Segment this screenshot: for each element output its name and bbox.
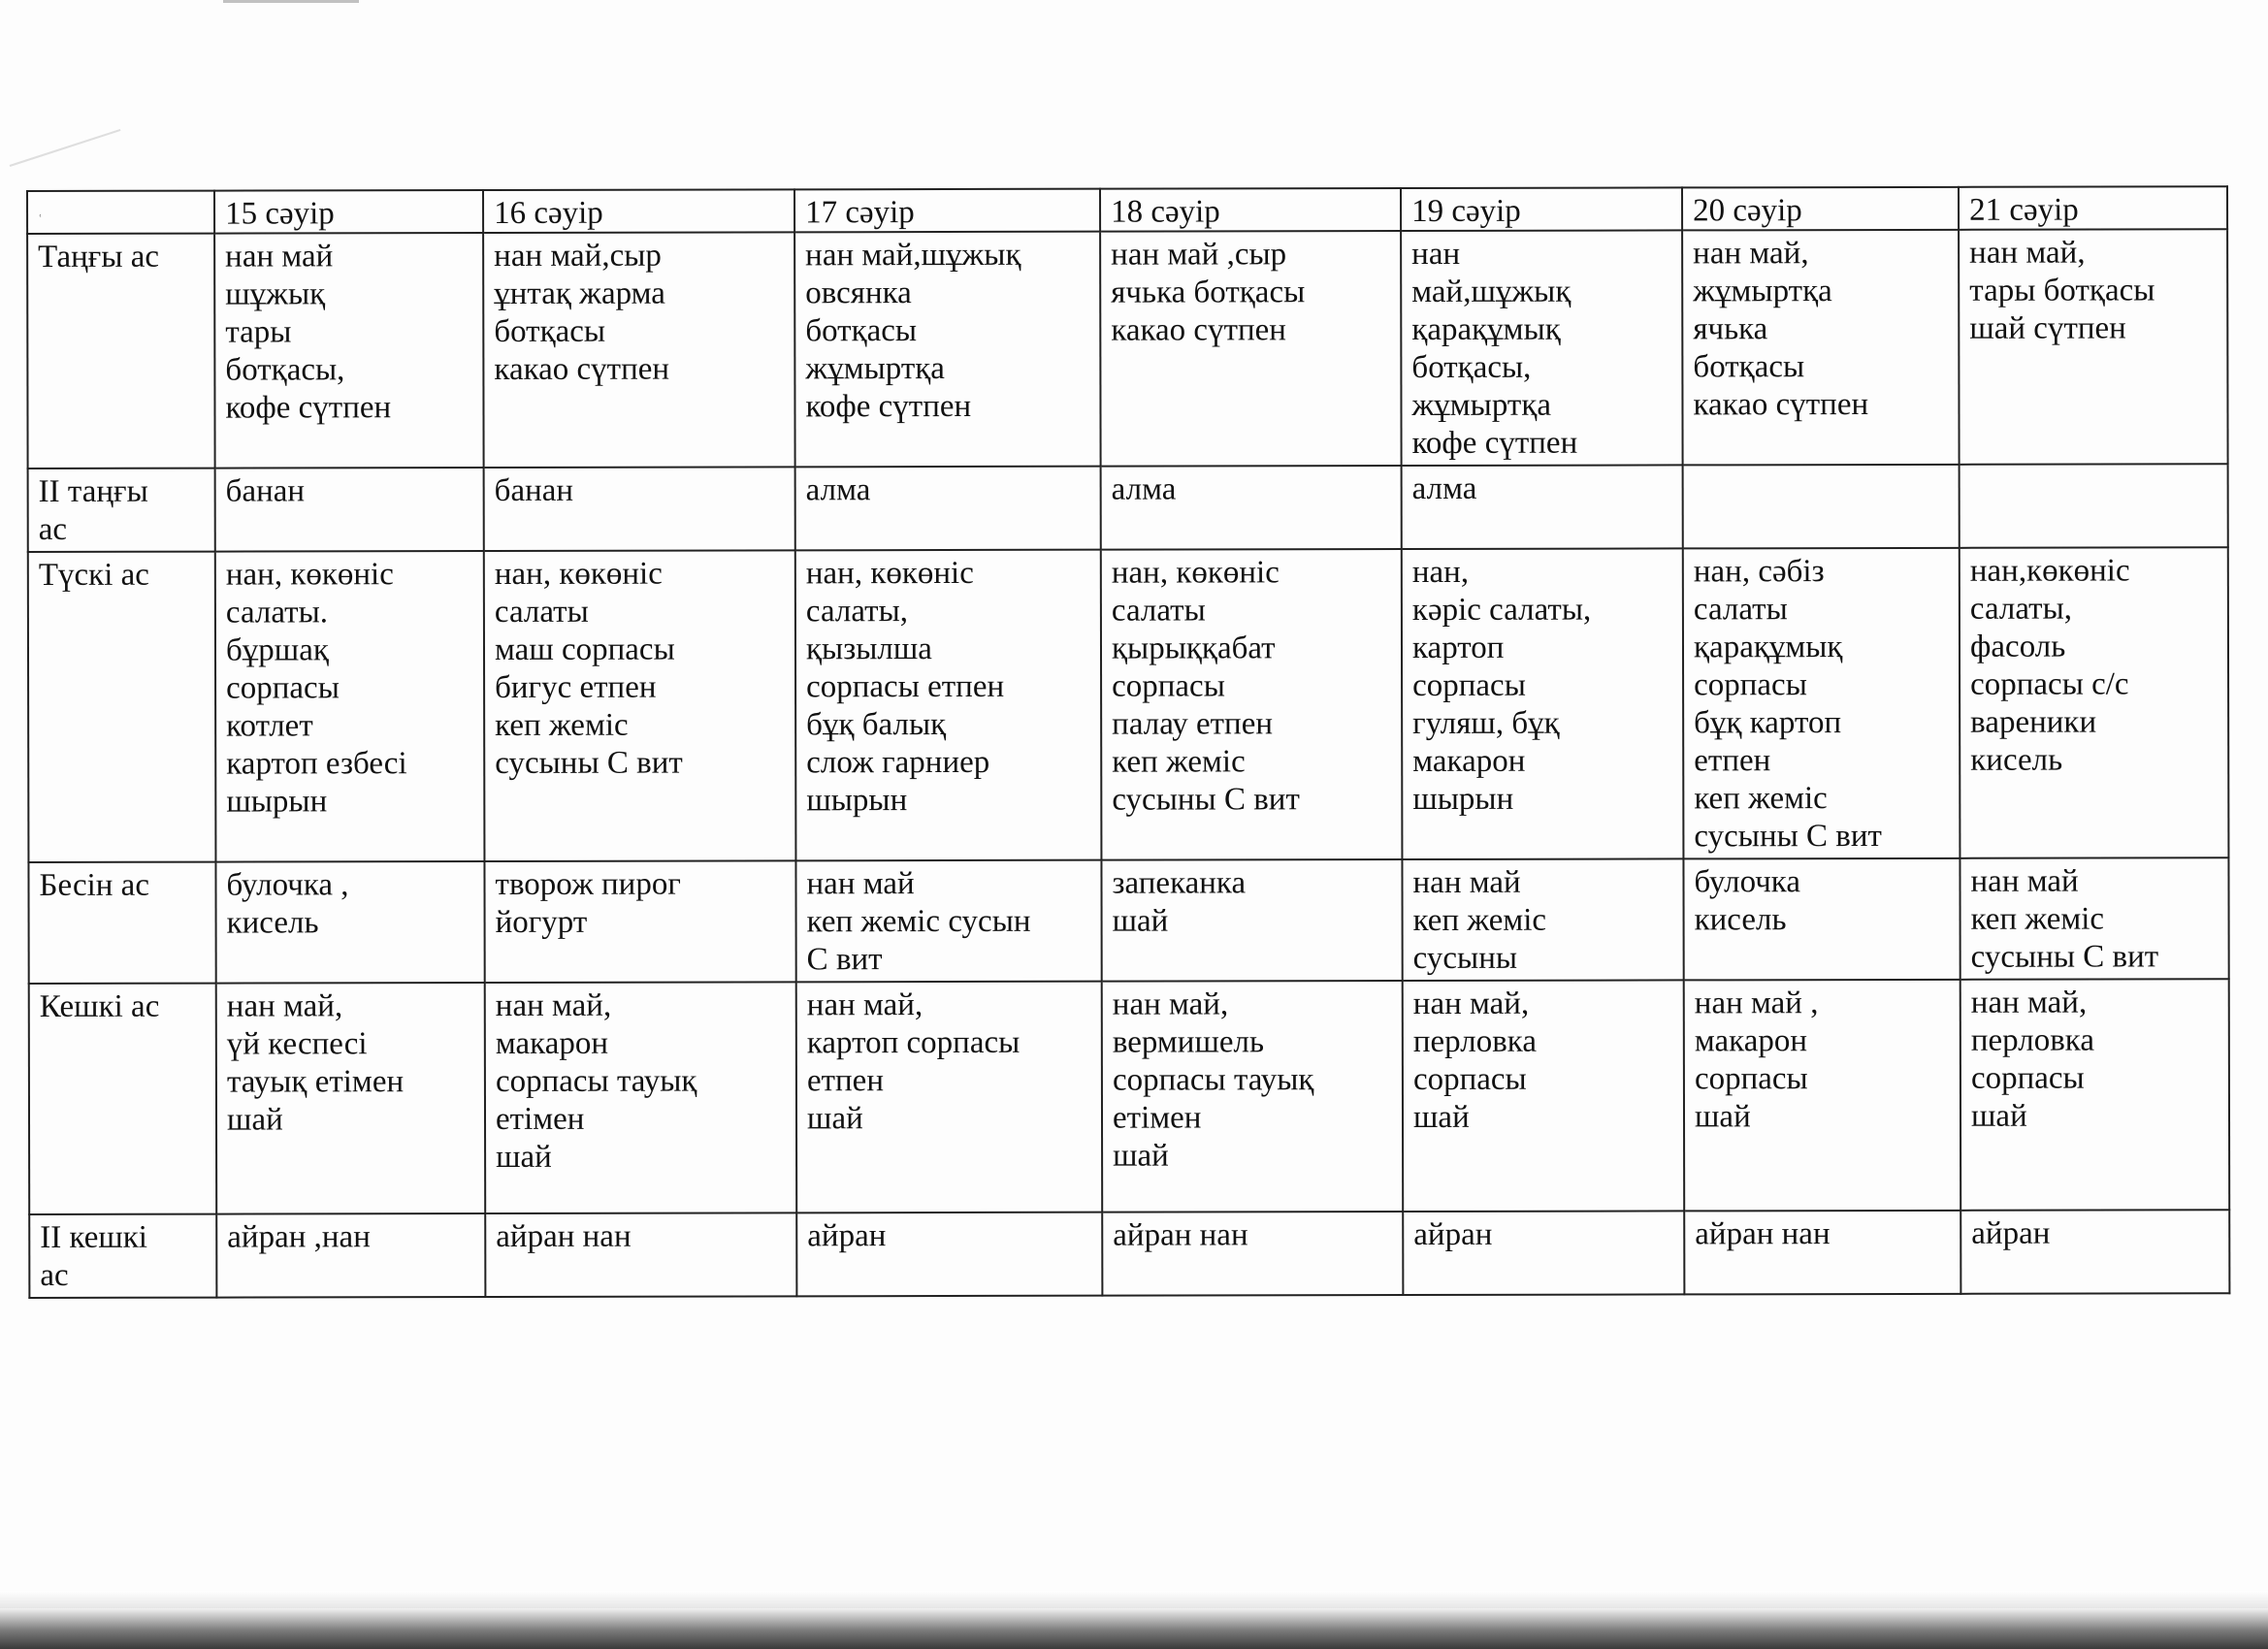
menu-cell: нан, кәріс салаты, картоп сорпасы гуляш, бұқ макарон шырын (1402, 548, 1684, 859)
menu-cell: булочка , кисель (215, 861, 484, 984)
menu-cell: айран нан (485, 1212, 796, 1297)
scan-artifact-bottom-shadow (0, 1608, 2268, 1649)
menu-cell: нан май,шұжық овсянка ботқасы жұмыртқа кофе сүтпен (794, 232, 1101, 468)
menu-cell: айран ,нан (216, 1213, 485, 1298)
menu-cell: нан май, картоп сорпасы етпен шай (796, 982, 1102, 1213)
menu-cell: айран (1960, 1210, 2229, 1294)
menu-cell: алма (795, 467, 1101, 551)
corner-cell (27, 191, 214, 234)
menu-cell: запеканка шай (1101, 859, 1402, 982)
meal-row-lunch (28, 547, 2229, 862)
menu-cell: творож пирог йогурт (484, 860, 795, 983)
scan-artifact-top (223, 0, 359, 3)
weekly-menu-table (26, 185, 2230, 1299)
menu-cell: нан май кеп жеміс сусыны (1402, 858, 1683, 981)
menu-cell: нан май, вермишель сорпасы тауық етімен шай (1102, 981, 1403, 1212)
meal-label: Түскі ас (28, 552, 216, 862)
menu-cell: нан май, жұмыртқа ячька ботқасы какао сүтпен (1682, 230, 1960, 466)
menu-cell: нан, сәбіз салаты қарақұмық сорпасы бұқ картоп етпен кеп жеміс сусыны С вит (1683, 548, 1960, 859)
meal-row-second-breakfast (28, 464, 2228, 552)
menu-cell: нан, көкөніс салаты маш сорпасы бигус етпен кеп жеміс сусыны С вит (484, 550, 796, 861)
meal-row-second-dinner (29, 1210, 2229, 1298)
menu-cell: нан май, перловка сорпасы шай (1403, 980, 1684, 1212)
menu-cell (1683, 465, 1960, 549)
menu-cell: айран (796, 1212, 1102, 1297)
day-header: 21 сәуір (1959, 186, 2227, 230)
menu-cell: айран (1403, 1211, 1684, 1295)
day-header: 19 сәуір (1401, 187, 1682, 231)
day-header: 17 сәуір (794, 189, 1100, 233)
menu-cell: нан,көкөніс салаты, фасоль сорпасы с/с вареники кисель (1960, 547, 2229, 858)
menu-cell: алма (1402, 465, 1683, 549)
menu-cell: нан май кеп жеміс сусыны С вит (1960, 857, 2228, 980)
menu-cell: нан май, үй кеспесі тауық етімен шай (216, 983, 485, 1214)
menu-cell: алма (1101, 466, 1402, 550)
menu-cell: нан, көкөніс салаты, қызылша сорпасы етпен бұқ балық слож гарниер шырын (795, 550, 1102, 861)
menu-cell: айран нан (1684, 1211, 1960, 1295)
meal-row-dinner (29, 979, 2229, 1214)
meal-label: Таңғы ас (27, 234, 215, 469)
meal-label: ІІ таңғы ас (28, 469, 215, 552)
menu-cell: нан май, перловка сорпасы шай (1960, 979, 2229, 1211)
menu-cell: айран нан (1102, 1212, 1403, 1296)
menu-cell: банан (215, 468, 484, 552)
menu-cell: нан май шұжық тары ботқасы, кофе сүтпен (214, 233, 484, 469)
menu-cell (1960, 464, 2228, 548)
menu-cell: нан май,сыр ұнтақ жарма ботқасы какао сүтпен (483, 232, 795, 468)
menu-cell: нан май , макарон сорпасы шай (1684, 980, 1960, 1212)
menu-cell: нан май, макарон сорпасы тауық етімен шай (485, 982, 796, 1213)
meal-label: Бесін ас (28, 862, 215, 984)
scan-artifact-bottom-fade (0, 1591, 2268, 1608)
scan-artifact-edge (10, 129, 121, 167)
day-header: 16 сәуір (483, 189, 794, 233)
meal-row-afternoon-snack (28, 857, 2228, 984)
menu-cell: нан, көкөніс салаты қырыққабат сорпасы палау етпен кеп жеміс сусыны С вит (1101, 549, 1403, 860)
meal-label: Кешкі ас (29, 984, 216, 1214)
day-header: 15 сәуір (214, 190, 483, 234)
menu-cell: нан май, тары ботқасы шай сүтпен (1959, 229, 2228, 465)
meal-label: ІІ кешкі ас (29, 1214, 216, 1298)
corner-mark: ʿ (38, 212, 43, 228)
meal-row-breakfast (27, 229, 2228, 469)
menu-cell: нан май,шұжық қарақұмық ботқасы, жұмыртқа кофе сүтпен (1401, 230, 1683, 466)
menu-cell: банан (484, 467, 795, 551)
menu-cell: нан май кеп жеміс сусын С вит (795, 860, 1101, 983)
menu-cell: булочка кисель (1683, 858, 1960, 981)
day-header: 18 сәуір (1100, 188, 1401, 232)
menu-cell: нан, көкөніс салаты. бұршақ сорпасы котлет картоп езбесі шырын (215, 551, 485, 862)
day-header: 20 сәуір (1682, 187, 1959, 231)
menu-cell: нан май ,сыр ячька ботқасы какао сүтпен (1100, 231, 1402, 467)
header-row (27, 186, 2227, 234)
